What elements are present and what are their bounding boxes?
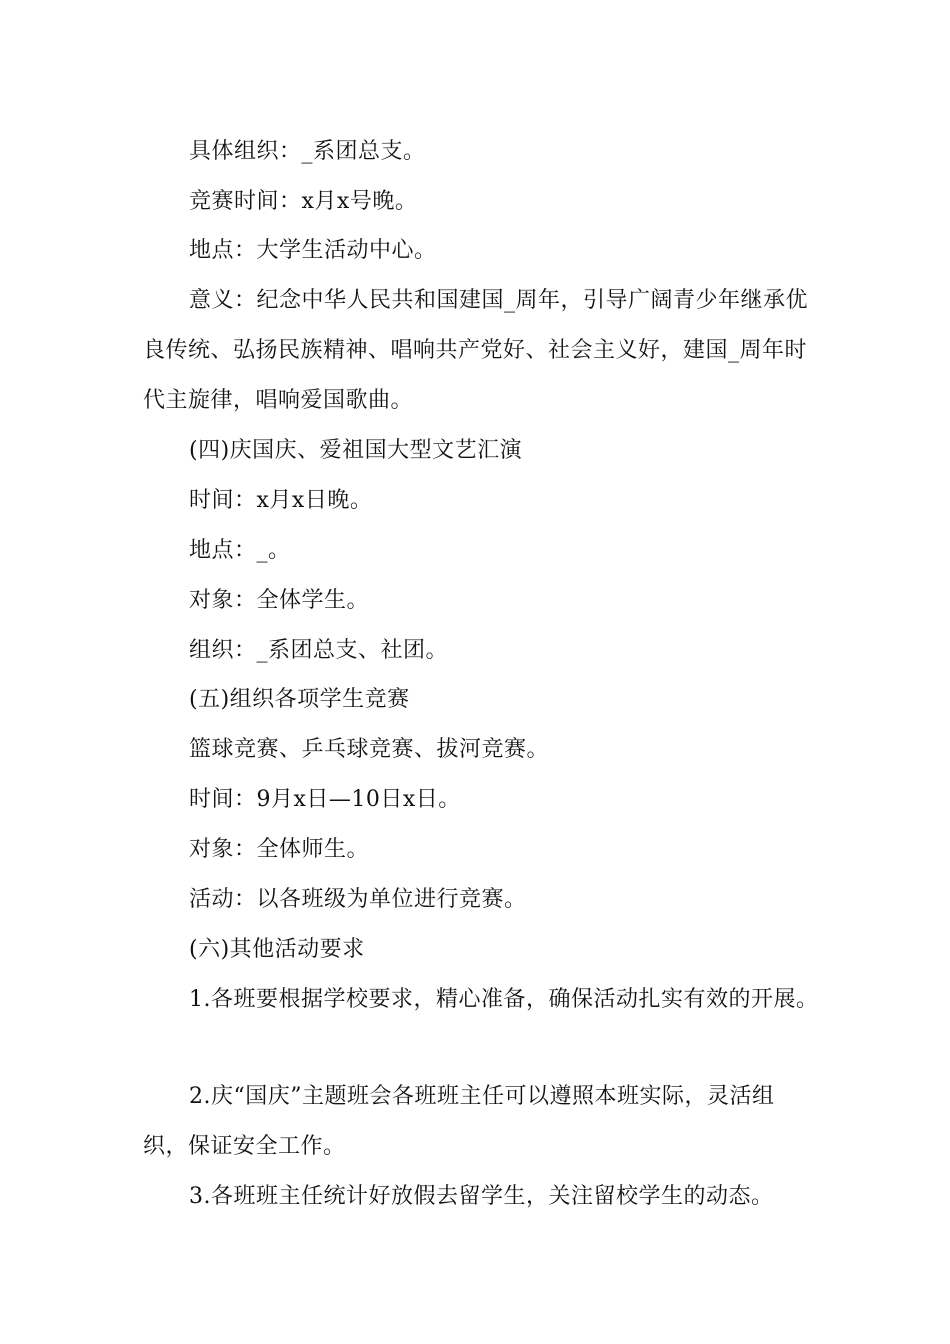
paragraph-competition-time: 时间：9月x日—10日x日。 (189, 787, 461, 812)
paragraph-contest-time: 竞赛时间：x月x号晚。 (189, 189, 418, 214)
paragraph-show-audience: 对象：全体学生。 (189, 588, 370, 613)
paragraph-significance: 意义：纪念中华人民共和国建国_周年，引导广阔青少年继承优 (189, 288, 809, 313)
paragraph-significance-cont-2: 代主旋律，唱响爱国歌曲。 (143, 388, 414, 413)
section-heading-6: (六)其他活动要求 (189, 937, 365, 962)
section-heading-5: (五)组织各项学生竞赛 (189, 687, 410, 712)
paragraph-competitions: 篮球竞赛、乒乓球竞赛、拔河竞赛。 (189, 737, 550, 762)
paragraph-competition-activity: 活动：以各班级为单位进行竞赛。 (189, 887, 527, 912)
paragraph-show-location: 地点：_。 (189, 538, 291, 563)
list-item-2: 2.庆“国庆”主题班会各班班主任可以遵照本班实际，灵活组 (189, 1084, 775, 1109)
paragraph-show-organizer: 组织：_系团总支、社团。 (189, 638, 449, 663)
paragraph-significance-cont-1: 良传统、弘扬民族精神、唱响共产党好、社会主义好，建国_周年时 (143, 338, 808, 363)
section-heading-4: (四)庆国庆、爱祖国大型文艺汇演 (189, 438, 523, 463)
list-item-1: 1.各班要根据学校要求，精心准备，确保活动扎实有效的开展。 (189, 987, 819, 1012)
paragraph-location: 地点：大学生活动中心。 (189, 238, 437, 263)
paragraph-competition-audience: 对象：全体师生。 (189, 837, 370, 862)
paragraph-show-time: 时间：x月x日晚。 (189, 488, 373, 513)
list-item-3: 3.各班班主任统计好放假去留学生，关注留校学生的动态。 (189, 1184, 774, 1209)
paragraph-organizer: 具体组织：_系团总支。 (189, 139, 426, 164)
list-item-2-cont: 织，保证安全工作。 (143, 1134, 346, 1159)
